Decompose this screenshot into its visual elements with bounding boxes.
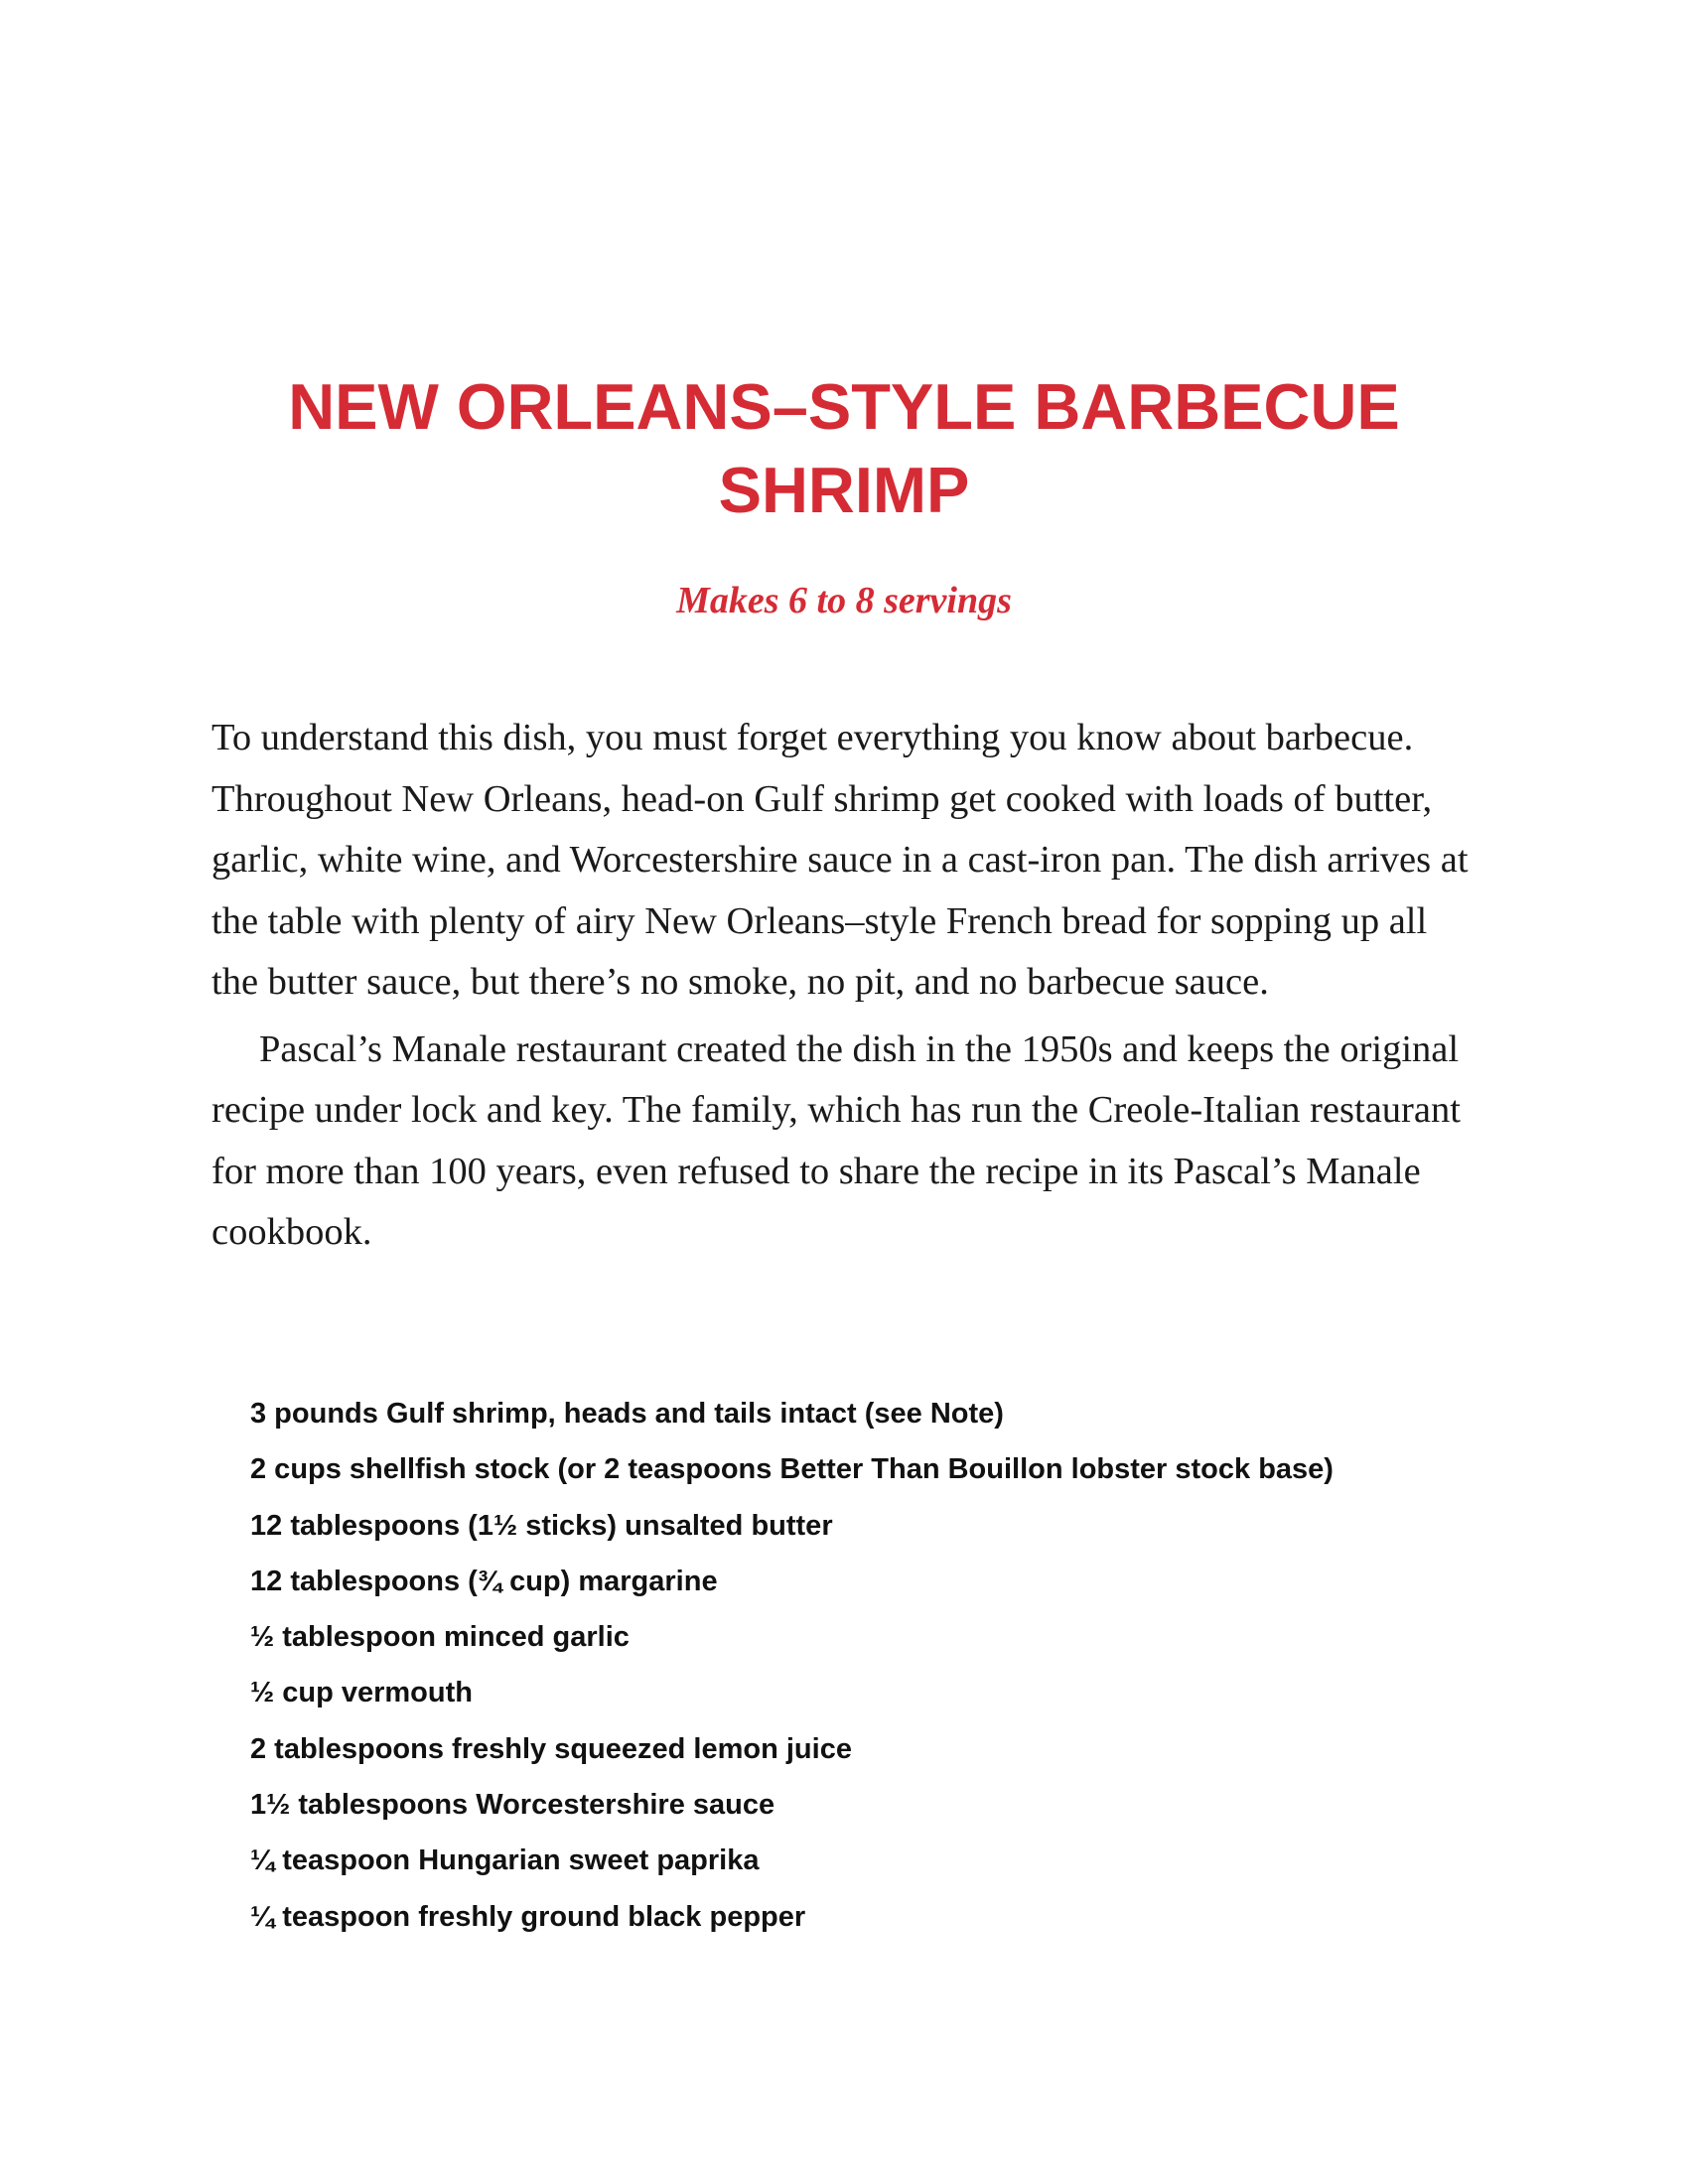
ingredient-item: ¼ teaspoon freshly ground black pepper [250,1900,806,1933]
ingredient-item: 2 cups shellfish stock (or 2 teaspoons Better Than Bouillon lobster stock base) [250,1453,1334,1486]
ingredient-item: 12 tablespoons (¾ cup) margarine [250,1565,718,1597]
ingredient-item: 1½ tablespoons Worcestershire sauce [250,1789,775,1822]
ingredient-item: 3 pounds Gulf shrimp, heads and tails intact (see Note) [250,1398,1004,1430]
ingredient-item: ¼ teaspoon Hungarian sweet paprika [250,1844,760,1877]
ingredient-list [250,1386,1541,1945]
ingredient-item: 12 tablespoons (1½ sticks) unsalted butter [250,1509,833,1542]
intro-text [211,708,1482,1264]
servings-line: Makes 6 to 8 servings [676,580,1012,621]
recipe-title: NEW ORLEANS–STYLE BARBECUE SHRIMP [288,370,1400,526]
ingredient-item: ½ cup vermouth [250,1677,473,1709]
ingredient-item: ½ tablespoon minced garlic [250,1621,630,1654]
intro-paragraph: Pascal’s Manale restaurant created the dish in the 1950s and keeps the original recipe under lock and key. The family, which has run the Creole-Italian restaurant for more than 100 years, even refused to share the recipe in its Pascal’s Manale cookbook. [211,1027,1461,1253]
ingredient-item: 2 tablespoons freshly squeezed lemon juice [250,1732,852,1765]
intro-paragraph: To understand this dish, you must forget everything you know about barbecue. Throughout New Orleans, head-on Gulf shrimp get cooked with loads of butter, garlic, white wine, and Worcestershire sauce in a cast-iron pan. The dish arrives at the table with plenty of airy New Orleans–style French bread for sopping up all the butter sauce, but there’s no smoke, no pit, and no barbecue sauce. [211,717,1469,1003]
